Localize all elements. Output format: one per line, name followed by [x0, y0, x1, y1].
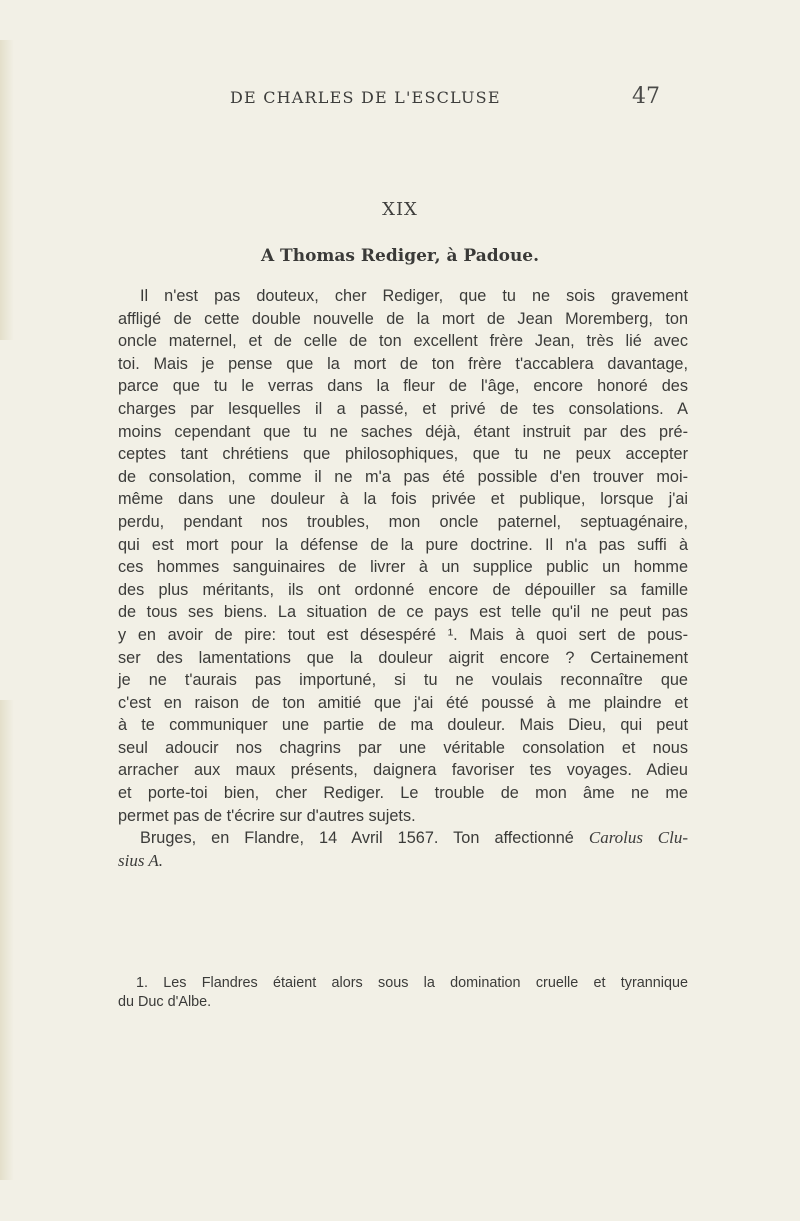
text-line: charges par lesquelles il a passé, et privé de tes consolations. A [118, 399, 688, 418]
footnote [118, 974, 688, 1012]
text-line: arracher aux maux présents, daignera favoriser tes voyages. Adieu [118, 761, 688, 780]
text-line: des plus méritants, ils ont ordonné encore de dépouiller sa famille [118, 580, 688, 599]
text-line: à te communiquer une partie de ma douleur. Mais Dieu, qui peut [118, 716, 688, 735]
text-line: qui est mort pour la défense de la pure doctrine. Il n'a pas suffi à [118, 535, 688, 554]
text-line: ces hommes sanguinaires de livrer à un supplice public un homme [118, 558, 688, 577]
page-edge-stain [0, 40, 14, 340]
letter-heading: A Thomas Rediger, à Padoue. [260, 246, 540, 266]
closing-place-date: Bruges, en Flandre, 14 Avril 1567. Ton affectionné [140, 829, 574, 848]
text-line: et porte-toi bien, cher Rediger. Le trouble de mon âme ne me [118, 784, 688, 803]
running-title: DE CHARLES DE L'ESCLUSE [230, 88, 501, 107]
text-line: c'est en raison de ton amitié que j'ai été poussé à me plaindre et [118, 693, 688, 712]
signature-line [118, 850, 688, 873]
text-line: toi. Mais je pense que la mort de ton frère t'accablera davantage, [118, 354, 688, 373]
text-line: perdu, pendant nos troubles, mon oncle paternel, septuagénaire, [118, 512, 688, 531]
signature: Carolus Clu- [588, 828, 689, 848]
text-line: oncle maternel, et de celle de ton excellent frère Jean, très lié avec [118, 332, 688, 351]
closing-line [118, 827, 688, 850]
letter-body [118, 285, 688, 872]
running-head [230, 84, 660, 112]
text-line: seul adoucir nos chagrins par une véritable consolation et nous [118, 738, 688, 757]
text-line: ceptes tant chrétiens que philosophiques, que tu ne peux accepter [118, 445, 688, 464]
text-line: de tous ses biens. La situation de ce pays est telle qu'il ne peut pas [118, 603, 688, 622]
text-line: permet pas de t'écrire sur d'autres sujets. [118, 806, 416, 825]
chapter-number: XIX [382, 199, 418, 220]
text-line: je ne t'aurais pas importuné, si tu ne voulais reconnaître que [118, 671, 688, 690]
text-line: de consolation, comme il ne m'a pas été possible d'en trouver moi- [118, 467, 688, 486]
footnote-line: du Duc d'Albe. [118, 994, 212, 1010]
text-line: Il n'est pas douteux, cher Rediger, que tu ne sois gravement [140, 287, 688, 305]
text-line: ser des lamentations que la douleur aigrit encore ? Certainement [118, 648, 688, 667]
text-line: affligé de cette double nouvelle de la mort de Jean Moremberg, ton [118, 309, 688, 328]
page-edge-stain [0, 700, 14, 1180]
signature-continued: sius A. [118, 850, 164, 870]
page-number: 47 [632, 84, 660, 109]
text-line: y en avoir de pire: tout est désespéré ¹. Mais à quoi sert de pous- [118, 625, 688, 644]
text-line: même dans une douleur à la fois privée et publique, lorsque j'ai [118, 490, 688, 509]
footnote-line: 1. Les Flandres étaient alors sous la domination cruelle et tyrannique [136, 975, 688, 991]
text-line: parce que tu le verras dans la fleur de l'âge, encore honoré des [118, 377, 688, 396]
text-line: moins cependant que tu ne saches déjà, étant instruit par des pré- [118, 422, 688, 441]
